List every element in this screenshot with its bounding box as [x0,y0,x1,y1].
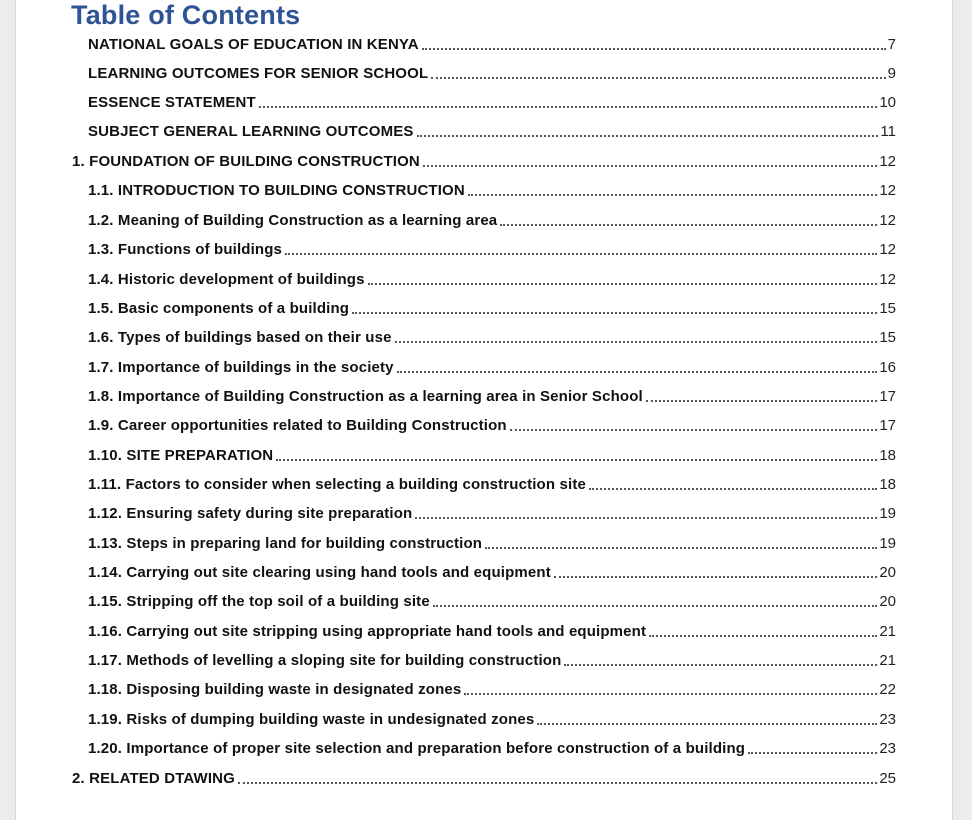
toc-entry-text: 1.9. Career opportunities related to Building Construction [88,417,507,434]
toc-page-number: 23 [879,740,896,757]
dot-leader [589,487,877,490]
toc-entry-chapter[interactable] [72,151,896,171]
toc-page-number: 17 [879,388,896,405]
toc-page-number: 17 [879,417,896,434]
toc-page-number: 18 [879,476,896,493]
dot-leader [485,546,877,549]
toc-entry[interactable] [88,533,896,553]
toc-entry[interactable] [88,650,896,670]
dot-leader [431,76,885,79]
toc-entry-text: 1.15. Stripping off the top soil of a building site [88,593,430,610]
dot-leader [423,164,877,167]
toc-entry[interactable] [88,621,896,641]
toc-entry[interactable] [88,357,896,377]
toc-entry-text: 1.6. Types of buildings based on their use [88,329,392,346]
dot-leader [500,223,877,226]
toc-entry-text: 1.20. Importance of proper site selection and preparation before construction of a building [88,740,746,757]
toc-page-number: 18 [879,447,896,464]
toc-entry[interactable] [88,92,896,112]
toc-page-number: 19 [879,505,896,522]
dot-leader [276,458,877,461]
toc-page-number: 23 [879,711,896,728]
toc-entry-text: 1.16. Carrying out site stripping using appropriate hand tools and equipment [88,623,647,640]
toc-entry-text: 1.17. Methods of levelling a sloping site for building construction [88,652,562,669]
toc-entry[interactable] [88,121,896,141]
toc-page-number: 20 [879,593,896,610]
dot-leader [368,282,878,285]
toc-entry[interactable] [88,386,896,406]
dot-leader [238,781,877,784]
toc-entry-text: 1.2. Meaning of Building Construction as a learning area [88,212,498,229]
toc-entry-text: LEARNING OUTCOMES FOR SENIOR SCHOOL [88,65,429,82]
dot-leader [285,252,877,255]
toc-entry[interactable] [88,239,896,259]
toc-page-number: 21 [879,623,896,640]
toc-page-number: 25 [879,770,896,787]
toc-entry-text: 1.19. Risks of dumping building waste in undesignated zones [88,711,535,728]
toc-entry[interactable] [88,269,896,289]
toc-page-number: 15 [879,300,896,317]
dot-leader [510,428,878,431]
toc-entry-text: 1.14. Carrying out site clearing using hand tools and equipment [88,564,551,581]
toc-page-number: 16 [879,359,896,376]
toc-entry[interactable] [88,738,896,758]
toc-page-number: 19 [879,535,896,552]
dot-leader [259,105,877,108]
toc-entry[interactable] [88,562,896,582]
toc-page-number: 20 [879,564,896,581]
dot-leader [464,692,877,695]
toc-entry[interactable] [88,415,896,435]
toc-page-number: 9 [887,65,896,82]
toc-page-number: 10 [879,94,896,111]
toc-page-number: 15 [879,329,896,346]
toc-entry[interactable] [88,709,896,729]
toc-entry[interactable] [88,327,896,347]
toc-page-number: 12 [879,153,896,170]
toc-page-number: 12 [879,212,896,229]
toc-entry-text: SUBJECT GENERAL LEARNING OUTCOMES [88,123,414,140]
toc-page-number: 21 [879,652,896,669]
toc-page-number: 12 [879,241,896,258]
toc-entry-text: 1.12. Ensuring safety during site preparation [88,505,413,522]
toc-entry[interactable] [88,63,896,83]
dot-leader [554,575,877,578]
dot-leader [564,663,877,666]
dot-leader [433,604,877,607]
dot-leader [468,193,877,196]
document-page [16,0,952,820]
toc-entry-text: 1.10. SITE PREPARATION [88,447,274,464]
toc-entry-chapter[interactable] [72,768,896,788]
toc-entry[interactable] [88,591,896,611]
toc-entry-text: 1.18. Disposing building waste in designated zones [88,681,462,698]
toc-entry-text: 1.7. Importance of buildings in the society [88,359,394,376]
dot-leader [352,311,877,314]
toc-entry[interactable] [88,298,896,318]
dot-leader [646,399,877,402]
dot-leader [415,516,877,519]
toc-entry[interactable] [88,34,896,54]
toc-entry-text: 1.11. Factors to consider when selecting a building construction site [88,476,586,493]
toc-entry[interactable] [88,503,896,523]
toc-entry-text: 1.3. Functions of buildings [88,241,283,258]
dot-leader [422,47,886,50]
dot-leader [537,722,877,725]
dot-leader [417,134,879,137]
dot-leader [395,340,878,343]
toc-entry[interactable] [88,679,896,699]
toc-page-number: 7 [887,36,896,53]
toc-entry[interactable] [88,210,896,230]
toc-entry-text: 1. FOUNDATION OF BUILDING CONSTRUCTION [72,153,420,170]
toc-entry[interactable] [88,474,896,494]
toc-entry-text: 1.13. Steps in preparing land for building construction [88,535,483,552]
toc-entry-text: 2. RELATED DTAWING [72,770,235,787]
dot-leader [649,634,877,637]
toc-page-number: 22 [879,681,896,698]
dot-leader [397,370,878,373]
toc-entry-text: 1.4. Historic development of buildings [88,271,365,288]
toc-page-number: 11 [880,123,896,140]
toc-entry-text: 1.8. Importance of Building Construction as a learning area in Senior School [88,388,643,405]
toc-entry[interactable] [88,180,896,200]
toc-entry[interactable] [88,445,896,465]
toc-page-number: 12 [879,271,896,288]
page-title: Table of Contents [71,0,301,30]
dot-leader [748,751,877,754]
toc-entry-text: NATIONAL GOALS OF EDUCATION IN KENYA [88,36,419,53]
toc-page-number: 12 [879,182,896,199]
toc-entry-text: 1.5. Basic components of a building [88,300,350,317]
toc-entry-text: ESSENCE STATEMENT [88,94,256,111]
toc-entry-text: 1.1. INTRODUCTION TO BUILDING CONSTRUCTION [88,182,465,199]
